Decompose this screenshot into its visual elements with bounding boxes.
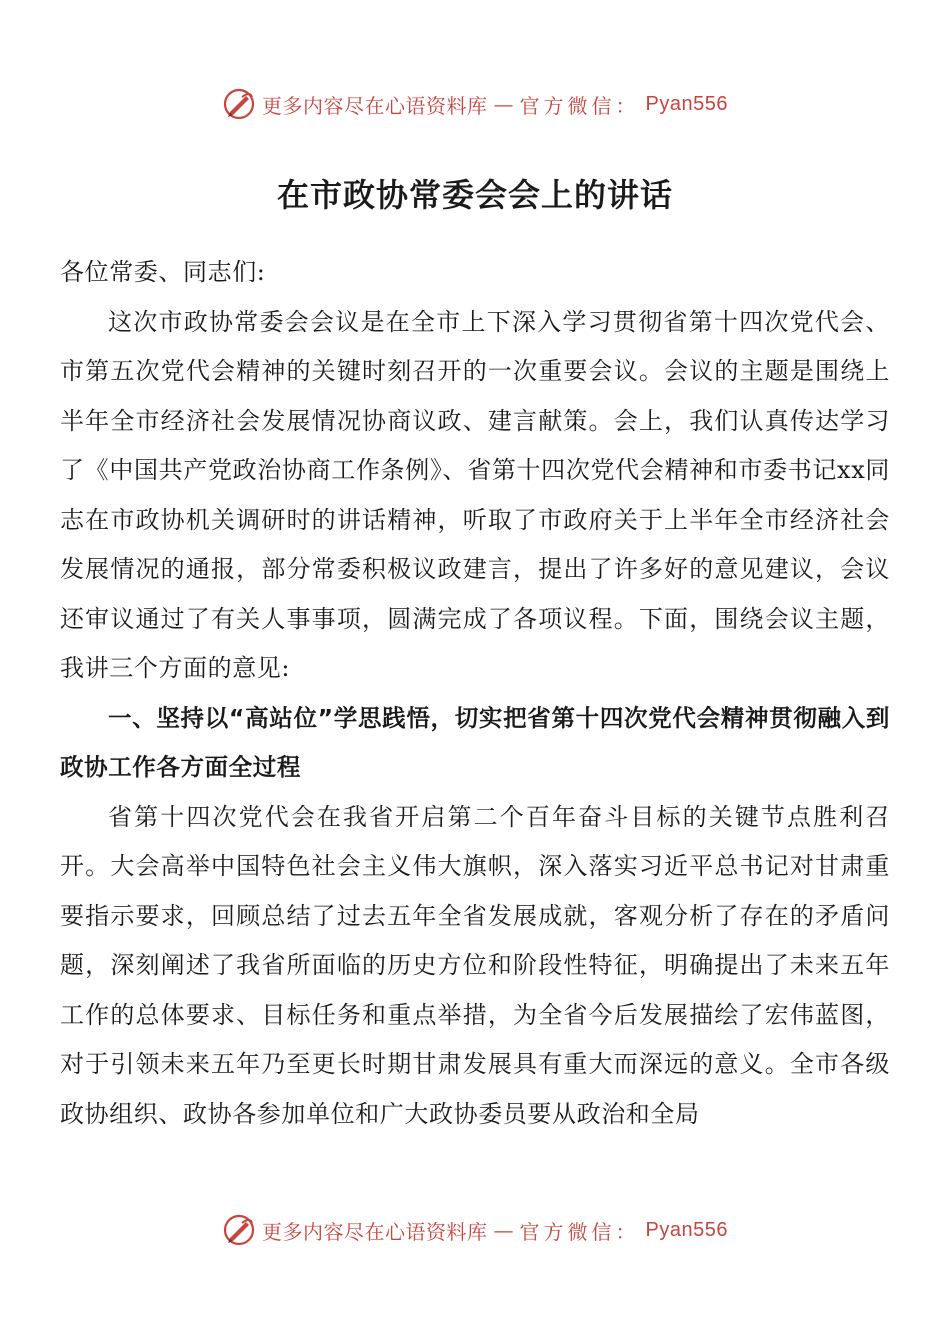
pen-logo-icon [222, 1213, 256, 1247]
salutation: 各位常委、同志们: [60, 258, 266, 286]
paragraph-intro: 这次市政协常委会会议是在全市上下深入学习贯彻省第十四次党代会、市第五次党代会精神的关键时刻召开的一次重要会议。会议的主题是围绕上半年全市经济社会发展情况协商议政、建言献策。会上，我们认真传达学习了《中国共产党政治协商工作条例》、省第十四次党代会精神和市委书记xx同志在市政协机关调研时的讲话精神，听取了市政府关于上半年全市经济社会发展情况的通报，部分常委积极议政建言，提出了许多好的意见建议，会议还审议通过了有关人事事项，圆满完成了各项议程。下面，围绕会议主题，我讲三个方面的意见: [60, 307, 890, 682]
watermark-id: Pyan556 [645, 1218, 728, 1241]
paragraph-section-1: 省第十四次党代会在我省开启第二个百年奋斗目标的关键节点胜利召开。大会高举中国特色社会主义伟大旗帜，深入落实习近平总书记对甘肃重要指示要求，回顾总结了过去五年全省发展成就，客观分析了存在的矛盾问题，深刻阐述了我省所面临的历史方位和阶段性特征，明确提出了未来五年工作的总体要求、目标任务和重点举措，为全省今后发展描绘了宏伟蓝图，对于引领未来五年乃至更长时期甘肃发展具有重大而深远的意义。全市各级政协组织、政协各参加单位和广大政协委员要从政治和全局 [60, 802, 890, 1128]
watermark-separator: — [493, 92, 514, 116]
document-title: 在市政协常委会会上的讲话 [276, 176, 673, 214]
section-heading-1: 一、坚持以“高站位”学思践悟，切实把省第十四次党代会精神贯彻融入到政协工作各方面全过程 [60, 703, 890, 781]
document-body [60, 248, 890, 1139]
watermark-text: 更多内容尽在心语资料库 [262, 93, 488, 118]
watermark-label: 官方微信： [519, 1219, 640, 1244]
watermark-header [0, 84, 950, 124]
pen-logo-icon [222, 87, 256, 121]
watermark-separator: — [493, 1218, 514, 1242]
watermark-id: Pyan556 [645, 92, 728, 115]
watermark-text: 更多内容尽在心语资料库 [262, 1219, 488, 1244]
watermark-label: 官方微信： [519, 93, 640, 118]
watermark-footer [0, 1210, 950, 1250]
